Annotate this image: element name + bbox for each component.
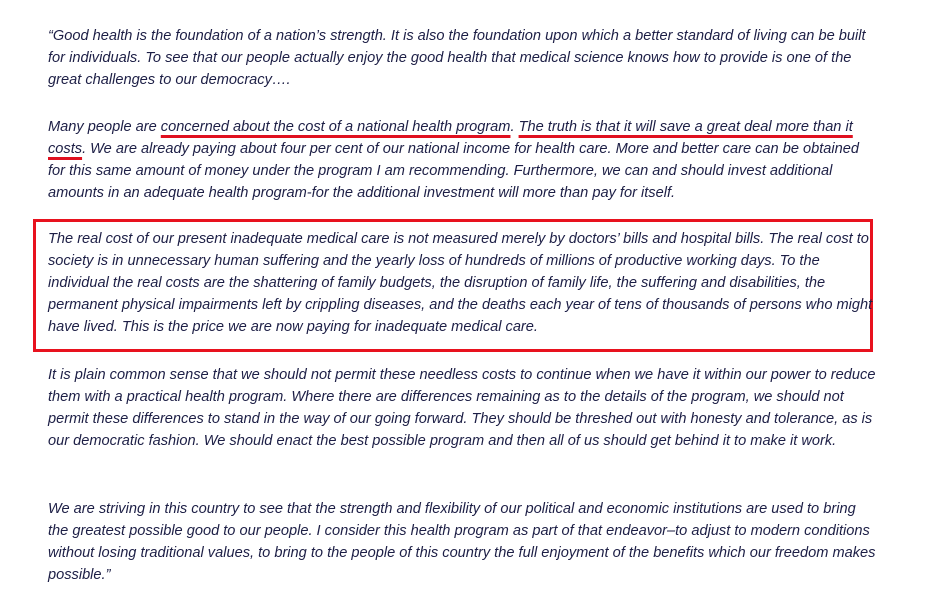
underlined-phrase-savings-claim: The truth is that it will save a great deal more than it costs	[48, 119, 853, 157]
quote-paragraph-4: It is plain common sense that we should not permit these needless costs to continue when we have it within our power to reduce them with a practical health program. Where there are differences remaining as to the details of the program, we should not permit these differences to stand in the way of our going forward. They should be threshed out with honesty and tolerance, as is our democratic fashion. We should enact the best possible program and then all of us should get behind it to make it work.	[48, 367, 876, 449]
quote-paragraph-5: We are striving in this country to see that the strength and flexibility of our political and economic institutions are used to bring the greatest possible good to our people. I consider this health program as part of that endeavor–to adjust to modern conditions without losing traditional values, to bring to the people of this country the full enjoyment of the benefits which our freedom makes possible.”	[48, 501, 876, 583]
paragraph-2-rest: . We are already paying about four per cent of our national income for health care. More and better care can be obtained for this same amount of money under the program I am recommending. Furthermore, we can and should invest additional amounts in an adequate health program-for the additional investment will more than pay for itself.	[48, 141, 859, 201]
paragraph-2-separator: .	[510, 119, 519, 135]
underlined-phrase-cost-concern: concerned about the cost of a national health program	[160, 119, 511, 135]
paragraph-2-lead: Many people are	[48, 119, 161, 135]
quote-paragraph-2	[48, 116, 878, 204]
quote-paragraph-3-highlighted: The real cost of our present inadequate medical care is not measured merely by doctors’ bills and hospital bills. The real cost to society is in unnecessary human suffering and the yearly loss of hundreds of millions of productive working days. To the individual the real costs are the shattering of family budgets, the disruption of family life, the suffering and disabilities, the permanent physical impairments left by crippling diseases, and the deaths each year of tens of thousands of persons who might have lived. This is the price we are now paying for inadequate medical care.	[48, 231, 873, 335]
quote-paragraph-1: “Good health is the foundation of a nation’s strength. It is also the foundation upon which a better standard of living can be built for individuals. To see that our people actually enjoy the good health that medical science knows how to provide is one of the great challenges to our democracy….	[48, 28, 866, 88]
